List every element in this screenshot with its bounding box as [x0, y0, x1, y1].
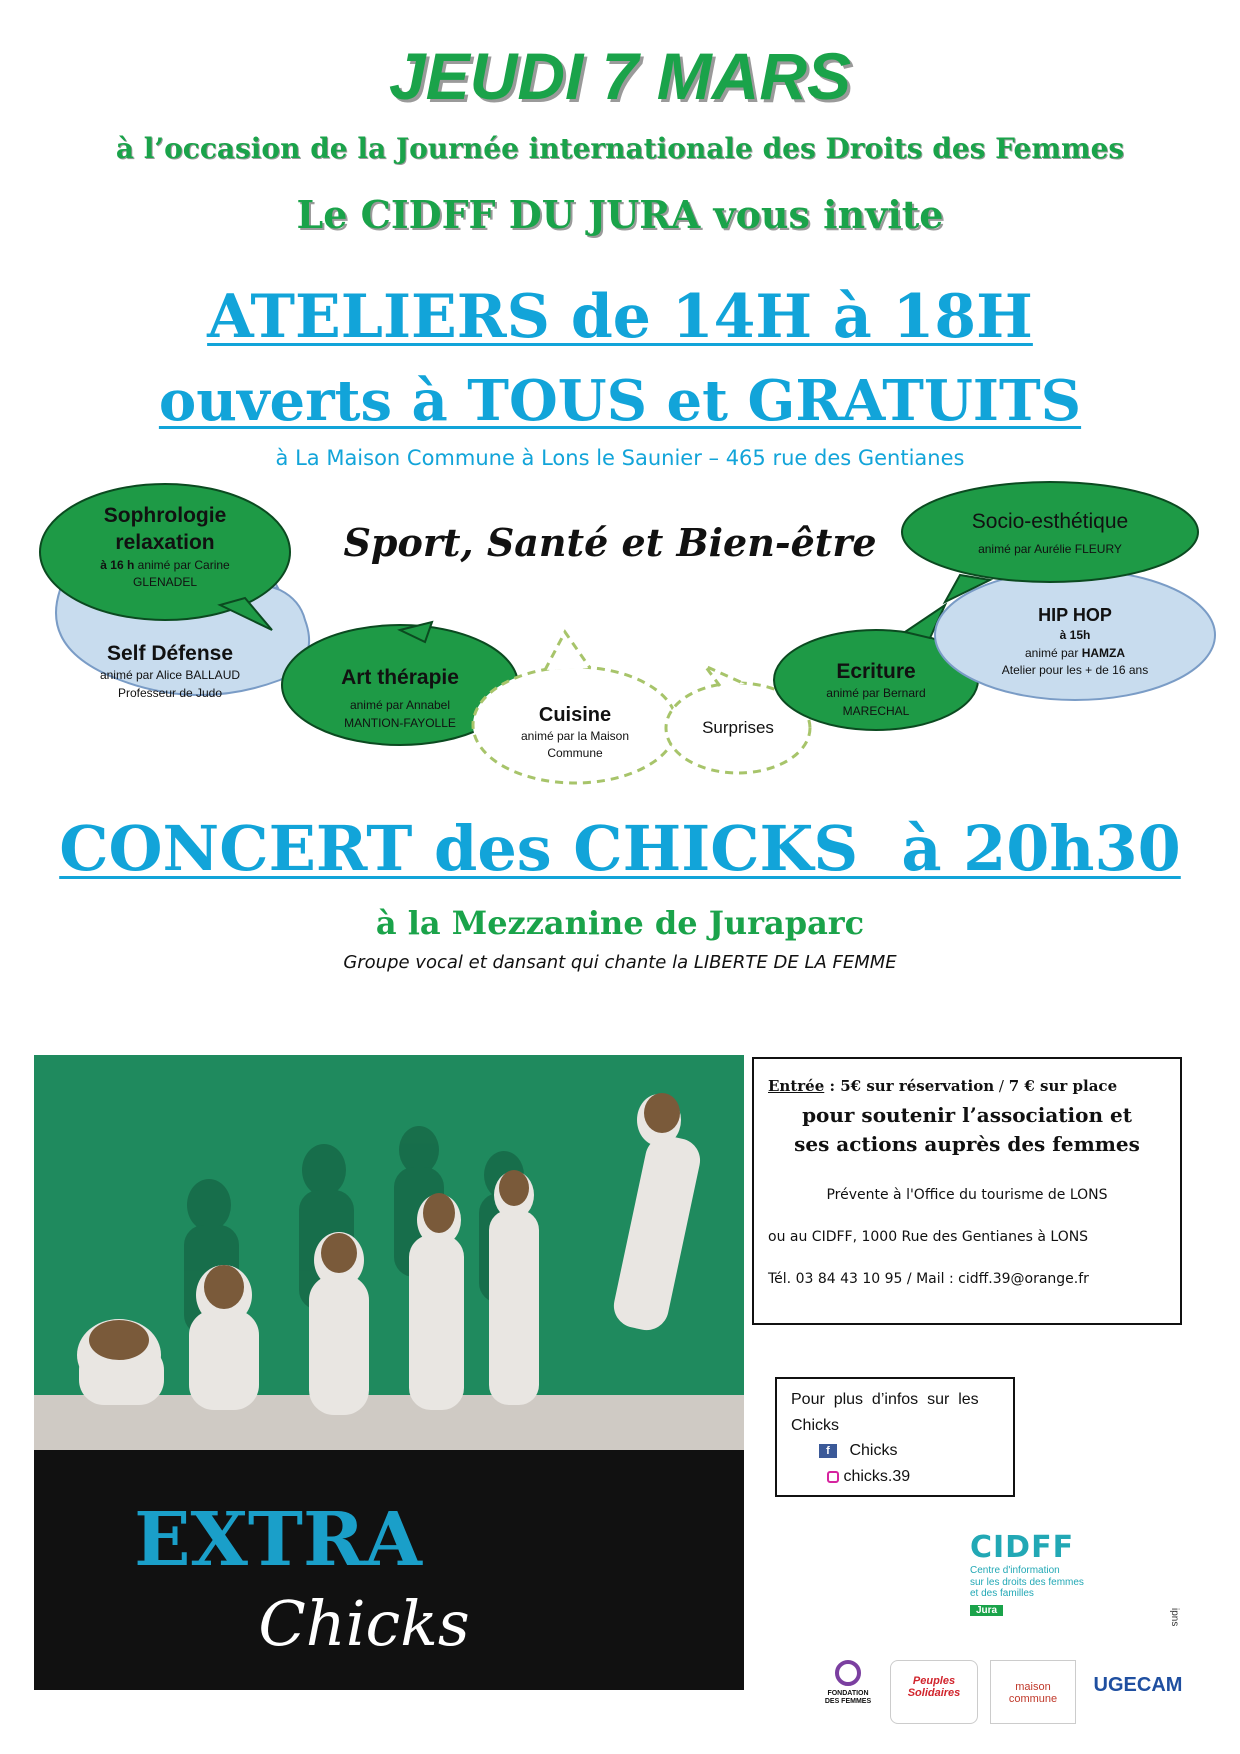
facebook-icon: f: [819, 1444, 837, 1458]
sophrologie-bubble: [60, 502, 270, 591]
entree-sep: :: [824, 1077, 841, 1095]
cuisine-bubble: [495, 702, 655, 763]
cidff-logo-line2: sur les droits des femmes: [970, 1576, 1084, 1588]
self-defense-title: Self Défense: [106, 642, 234, 665]
facebook-link[interactable]: [791, 1438, 999, 1464]
self-defense-bubble: [70, 640, 270, 702]
brand-chicks: Chicks: [258, 1587, 470, 1660]
sophrologie-title-2: relaxation: [115, 531, 215, 555]
dancers-illustration: [34, 1055, 744, 1690]
concert-description: Groupe vocal et dansant qui chante la LIBERTE DE LA FEMME: [343, 952, 897, 973]
ecriture-by: animé par Bernard: [826, 686, 926, 701]
socio-title: Socio-esthétique: [971, 510, 1129, 533]
hiphop-bubble: [960, 604, 1190, 680]
theme-text: Sport, Santé et Bien-être: [343, 520, 877, 565]
entree-prevente: Prévente à l'Office du tourisme de LONS: [826, 1187, 1108, 1203]
instagram-label: chicks.39: [843, 1467, 911, 1485]
concert-venue: à la Mezzanine de Juraparc: [375, 904, 865, 942]
infos-line1: Pour plus d’infos sur les: [791, 1391, 979, 1408]
art-therapie-by: animé par Annabel: [349, 698, 451, 713]
entree-price1: 5€ sur réservation: [840, 1077, 995, 1095]
sophrologie-time: à 16 h: [100, 557, 135, 572]
sophrologie-name: GLENADEL: [132, 574, 198, 589]
self-defense-by: animé par Alice BALLAUD: [99, 668, 241, 683]
socio-by: animé par Aurélie FLEURY: [978, 542, 1122, 557]
ipns-mark: ipns: [1169, 1608, 1180, 1627]
facebook-label: Chicks: [849, 1442, 898, 1460]
self-defense-detail: Professeur de Judo: [117, 685, 223, 700]
cuisine-by: animé par la Maison: [520, 729, 630, 743]
ecriture-title: Ecriture: [836, 660, 916, 683]
ateliers-address: à La Maison Commune à Lons le Saunier – 465 rue des Gentianes: [275, 446, 965, 470]
sponsor-fondation: [820, 1660, 876, 1724]
hiphop-detail: Atelier pour les + de 16 ans: [1001, 663, 1149, 678]
art-therapie-title: Art thérapie: [341, 666, 459, 689]
ecriture-bubble: [790, 658, 962, 720]
sophrologie-title-1: Sophrologie: [103, 504, 227, 527]
occasion-text: à l’occasion de la Journée internationale des Droits des Femmes: [115, 132, 1125, 165]
ugecam-label: UGECAM: [1093, 1674, 1183, 1696]
sponsor-ugecam: [1090, 1660, 1186, 1724]
cidff-logo-name: CIDFF: [970, 1530, 1075, 1565]
entree-purpose: [768, 1101, 1166, 1159]
cuisine-title: Cuisine: [538, 704, 612, 726]
entree-contact: Tél. 03 84 43 10 95 / Mail : cidff.39@orange.fr: [768, 1271, 1089, 1287]
hiphop-name: HAMZA: [1081, 645, 1126, 660]
entree-slash: /: [994, 1077, 1009, 1095]
entree-prices: [768, 1077, 1166, 1095]
cidff-logo-region: Jura: [970, 1605, 1003, 1616]
brand-extra: EXTRA: [134, 1497, 422, 1583]
infos-line2: Chicks: [791, 1416, 840, 1434]
concert-title: CONCERT des CHICKS à 20h30: [59, 812, 1181, 885]
invite-text: Le CIDFF DU JURA vous invite: [296, 192, 944, 237]
entree-box: [752, 1057, 1182, 1325]
peuples-label: Peuples Solidaires: [907, 1675, 961, 1699]
entree-purpose-1: pour soutenir l’association et: [802, 1103, 1132, 1127]
art-therapie-bubble: [300, 664, 500, 732]
entree-cidff: ou au CIDFF, 1000 Rue des Gentianes à LONS: [768, 1229, 1089, 1245]
fondation-icon: [835, 1660, 861, 1686]
ecriture-name: MARECHAL: [842, 703, 910, 718]
socio-bubble: [920, 508, 1180, 559]
concert-photo: [34, 1055, 744, 1690]
surprises-title: Surprises: [702, 718, 774, 737]
hiphop-by: animé par: [1024, 645, 1082, 660]
art-therapie-name: MANTION-FAYOLLE: [344, 715, 456, 730]
instagram-icon: [827, 1471, 839, 1483]
instagram-link[interactable]: [791, 1464, 999, 1490]
cidff-logo-line1: Centre d'information: [970, 1565, 1060, 1576]
cidff-logo-line3: et des familles: [970, 1588, 1034, 1599]
entree-purpose-2: ses actions auprès des femmes: [794, 1132, 1140, 1156]
sophrologie-by: animé par Carine: [137, 557, 230, 572]
ateliers-title: ATELIERS de 14H à 18H: [207, 282, 1033, 352]
hiphop-title: HIP HOP: [1038, 605, 1112, 625]
cidff-logo: [970, 1530, 1130, 1630]
ateliers-subtitle: ouverts à TOUS et GRATUITS: [158, 368, 1082, 434]
infos-box: [775, 1377, 1015, 1497]
fondation-label: FONDATION DES FEMMES: [824, 1690, 872, 1705]
sponsor-peuples: [890, 1660, 978, 1724]
hiphop-time: à 15h: [1059, 628, 1091, 643]
cuisine-name: Commune: [547, 746, 603, 761]
entree-label: Entrée: [768, 1077, 825, 1095]
entree-price2: 7 € sur place: [1008, 1077, 1118, 1095]
event-date: JEUDI 7 MARS: [388, 39, 852, 113]
sponsor-maison: [990, 1660, 1076, 1724]
maison-label: maison commune: [1008, 1681, 1058, 1705]
